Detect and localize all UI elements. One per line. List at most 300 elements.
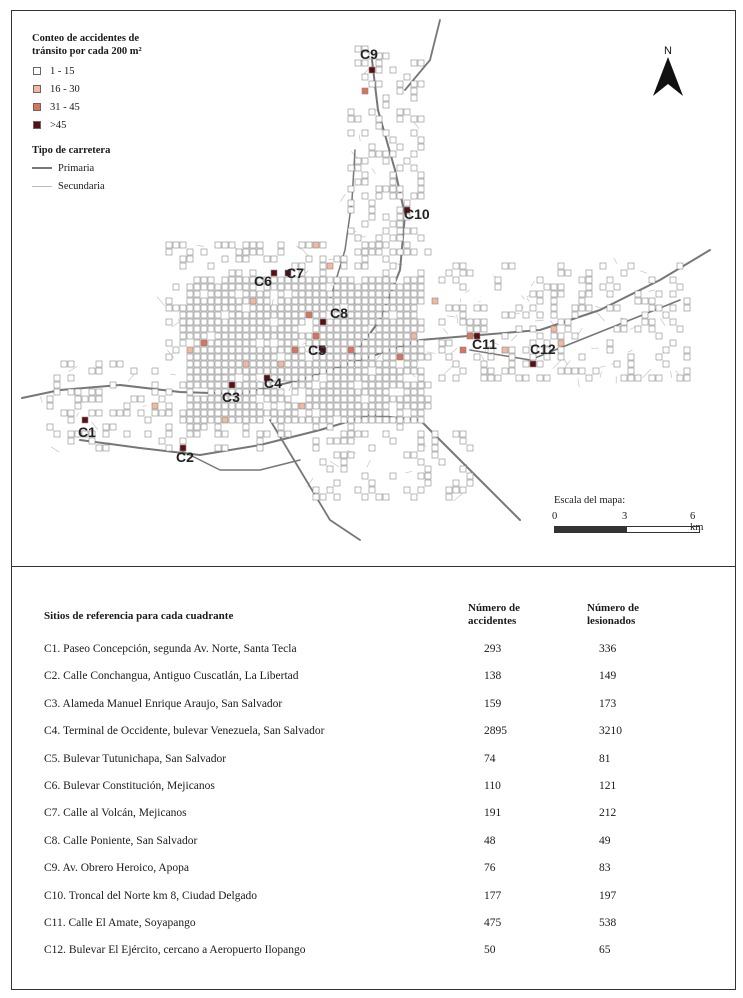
grid-cell (684, 305, 690, 311)
grid-cell (334, 403, 340, 409)
grid-cell (201, 249, 207, 255)
grid-cell (355, 417, 361, 423)
grid-cell (390, 326, 396, 332)
grid-cell (320, 263, 326, 269)
grid-cell (320, 312, 326, 318)
grid-cell (306, 403, 312, 409)
grid-cell (453, 375, 459, 381)
grid-cell (68, 438, 74, 444)
grid-cell (565, 326, 571, 332)
col-accidents-header (468, 602, 520, 628)
grid-cell (187, 347, 193, 353)
grid-cell (376, 291, 382, 297)
grid-cell (257, 354, 263, 360)
grid-cell (334, 347, 340, 353)
grid-cell (376, 333, 382, 339)
grid-cell (341, 298, 347, 304)
grid-cell (649, 298, 655, 304)
grid-cell (299, 305, 305, 311)
grid-cell (47, 424, 53, 430)
grid-cell (425, 473, 431, 479)
grid-cell (488, 368, 494, 374)
grid-cell (166, 424, 172, 430)
grid-cell (369, 151, 375, 157)
grid-cell (229, 368, 235, 374)
grid-cell (201, 312, 207, 318)
grid-cell (54, 431, 60, 437)
site-name: C2. Calle Conchangua, Antiguo Cuscatlán, La Libertad (44, 670, 299, 683)
grid-cell (425, 480, 431, 486)
grid-cell (299, 242, 305, 248)
grid-cell (180, 256, 186, 262)
grid-cell (278, 396, 284, 402)
grid-cell (390, 298, 396, 304)
grid-cell (390, 263, 396, 269)
grid-cell (180, 242, 186, 248)
grid-cell (313, 277, 319, 283)
grid-cell (418, 298, 424, 304)
north-label: N (664, 45, 672, 57)
grid-cell (327, 340, 333, 346)
grid-cell (376, 277, 382, 283)
grid-cell (250, 396, 256, 402)
grid-cell (355, 375, 361, 381)
grid-cell (635, 291, 641, 297)
grid-cell (572, 312, 578, 318)
grid-cell (201, 396, 207, 402)
grid-cell (201, 368, 207, 374)
table-row (44, 835, 684, 851)
grid-cell (460, 347, 466, 353)
grid-cell (411, 165, 417, 171)
grid-cell (194, 298, 200, 304)
grid-cell (446, 340, 452, 346)
site-name: C3. Alameda Manuel Enrique Araujo, San Salvador (44, 697, 283, 710)
grid-cell (418, 403, 424, 409)
accident-count: 74 (484, 752, 496, 765)
grid-cell (299, 333, 305, 339)
grid-cell (334, 382, 340, 388)
grid-cell (292, 333, 298, 339)
grid-cell (243, 333, 249, 339)
grid-cell (320, 242, 326, 248)
grid-cell (348, 284, 354, 290)
grid-cell (236, 347, 242, 353)
grid-cell (369, 403, 375, 409)
grid-cell (418, 410, 424, 416)
grid-cell (558, 319, 564, 325)
grid-cell (418, 473, 424, 479)
grid-cell (131, 396, 137, 402)
grid-cell (201, 403, 207, 409)
grid-cell (383, 214, 389, 220)
grid-cell (201, 424, 207, 430)
grid-cell (285, 417, 291, 423)
grid-cell (285, 403, 291, 409)
grid-cell (152, 389, 158, 395)
grid-cell (439, 277, 445, 283)
grid-cell (222, 417, 228, 423)
grid-cell (166, 319, 172, 325)
grid-cell (376, 284, 382, 290)
site-name: C1. Paseo Concepción, segunda Av. Norte, Santa Tecla (44, 643, 297, 655)
grid-cell (362, 193, 368, 199)
grid-cell (215, 403, 221, 409)
grid-cell (467, 326, 473, 332)
grid-cell (663, 361, 669, 367)
grid-cell (565, 270, 571, 276)
grid-cell (383, 95, 389, 101)
grid-cell (390, 305, 396, 311)
grid-cell (96, 389, 102, 395)
legend-title-line1: Conteo de accidentes de (32, 33, 140, 44)
grid-cell (397, 417, 403, 423)
grid-cell (586, 284, 592, 290)
grid-cell (579, 277, 585, 283)
grid-cell (229, 375, 235, 381)
grid-cell (607, 347, 613, 353)
grid-cell (411, 60, 417, 66)
grid-cell (397, 382, 403, 388)
grid-cell (509, 368, 515, 374)
grid-cell (243, 298, 249, 304)
injured-count: 538 (599, 917, 617, 929)
grid-cell (390, 291, 396, 297)
grid-cell (418, 382, 424, 388)
grid-cell (243, 312, 249, 318)
grid-cell (320, 494, 326, 500)
secondary-road (451, 348, 457, 353)
grid-cell (47, 403, 53, 409)
grid-cell (348, 452, 354, 458)
grid-cell (257, 347, 263, 353)
grid-cell (243, 417, 249, 423)
grid-cell (341, 438, 347, 444)
grid-cell (292, 284, 298, 290)
grid-cell (194, 319, 200, 325)
grid-cell (138, 396, 144, 402)
grid-cell (446, 354, 452, 360)
grid-cell (243, 389, 249, 395)
legend-class-1 (32, 62, 182, 80)
grid-cell (390, 193, 396, 199)
grid-cell (264, 291, 270, 297)
table-row (44, 670, 684, 686)
grid-cell (271, 333, 277, 339)
grid-cell (404, 487, 410, 493)
secondary-road (600, 372, 601, 377)
grid-cell (341, 361, 347, 367)
accident-count: 159 (484, 697, 502, 710)
grid-cell (222, 382, 228, 388)
grid-cell (187, 396, 193, 402)
grid-cell (243, 424, 249, 430)
grid-cell (222, 354, 228, 360)
grid-cell (369, 207, 375, 213)
grid-cell (425, 382, 431, 388)
grid-cell (334, 494, 340, 500)
secondary-road (535, 320, 543, 321)
grid-cell (453, 263, 459, 269)
grid-cell (628, 354, 634, 360)
grid-cell (656, 375, 662, 381)
legend-class-3 (32, 98, 182, 116)
grid-cell (362, 88, 368, 94)
grid-cell (82, 417, 88, 423)
grid-cell (418, 144, 424, 150)
grid-cell (306, 298, 312, 304)
grid-cell (355, 305, 361, 311)
grid-cell (320, 305, 326, 311)
grid-cell (383, 431, 389, 437)
grid-cell (355, 396, 361, 402)
grid-cell (362, 410, 368, 416)
grid-cell (376, 151, 382, 157)
grid-cell (215, 382, 221, 388)
grid-cell (222, 431, 228, 437)
grid-cell (271, 410, 277, 416)
grid-cell (341, 375, 347, 381)
grid-cell (418, 172, 424, 178)
grid-cell (656, 333, 662, 339)
grid-cell (355, 333, 361, 339)
grid-cell (397, 81, 403, 87)
grid-cell (334, 256, 340, 262)
grid-cell (418, 487, 424, 493)
grid-cell (404, 452, 410, 458)
grid-cell (418, 60, 424, 66)
grid-cell (313, 368, 319, 374)
grid-cell (222, 445, 228, 451)
grid-cell (348, 305, 354, 311)
grid-cell (341, 277, 347, 283)
grid-cell (334, 340, 340, 346)
secondary-road (40, 397, 42, 403)
grid-cell (110, 361, 116, 367)
accident-count: 2895 (484, 725, 507, 738)
grid-cell (355, 431, 361, 437)
grid-cell (397, 235, 403, 241)
grid-cell (341, 368, 347, 374)
grid-cell (313, 494, 319, 500)
grid-cell (404, 74, 410, 80)
scale-ticks (552, 511, 704, 533)
grid-cell (397, 207, 403, 213)
grid-cell (341, 396, 347, 402)
secondary-road (522, 295, 525, 299)
grid-cell (362, 340, 368, 346)
scale-title: Escala del mapa: (554, 495, 626, 506)
grid-cell (418, 417, 424, 423)
grid-cell (166, 431, 172, 437)
grid-cell (607, 305, 613, 311)
grid-cell (236, 354, 242, 360)
grid-cell (551, 298, 557, 304)
scale-bar (554, 526, 700, 533)
quadrant-label-c4: C4 (264, 375, 282, 391)
grid-cell (215, 424, 221, 430)
grid-cell (411, 382, 417, 388)
grid-cell (418, 193, 424, 199)
grid-cell (327, 347, 333, 353)
grid-cell (313, 319, 319, 325)
grid-cell (390, 347, 396, 353)
grid-cell (208, 389, 214, 395)
grid-cell (397, 109, 403, 115)
grid-cell (411, 130, 417, 136)
grid-cell (523, 347, 529, 353)
grid-cell (222, 375, 228, 381)
grid-cell (537, 298, 543, 304)
grid-cell (327, 466, 333, 472)
grid-cell (180, 340, 186, 346)
grid-cell (376, 382, 382, 388)
grid-cell (404, 249, 410, 255)
grid-cell (299, 347, 305, 353)
grid-cell (201, 277, 207, 283)
grid-cell (327, 396, 333, 402)
grid-cell (306, 361, 312, 367)
grid-cell (383, 340, 389, 346)
grid-cell (222, 284, 228, 290)
grid-cell (222, 347, 228, 353)
grid-cell (376, 403, 382, 409)
grid-cell (460, 466, 466, 472)
grid-cell (376, 396, 382, 402)
grid-cell (299, 375, 305, 381)
grid-cell (306, 284, 312, 290)
grid-cell (215, 305, 221, 311)
grid-cell (327, 403, 333, 409)
grid-cell (334, 480, 340, 486)
grid-cell (264, 319, 270, 325)
grid-cell (579, 305, 585, 311)
grid-cell (418, 186, 424, 192)
site-name: C4. Terminal de Occidente, bulevar Venezuela, San Salvador (44, 725, 325, 738)
grid-cell (341, 382, 347, 388)
grid-cell (656, 291, 662, 297)
grid-cell (348, 109, 354, 115)
grid-cell (586, 270, 592, 276)
grid-cell (327, 298, 333, 304)
grid-cell (320, 298, 326, 304)
grid-cell (369, 305, 375, 311)
grid-cell (586, 291, 592, 297)
grid-cell (201, 354, 207, 360)
grid-cell (369, 445, 375, 451)
grid-cell (670, 340, 676, 346)
grid-cell (355, 410, 361, 416)
accident-count: 293 (484, 643, 502, 655)
grid-cell (103, 445, 109, 451)
grid-cell (334, 438, 340, 444)
grid-cell (383, 326, 389, 332)
grid-cell (306, 396, 312, 402)
grid-cell (250, 333, 256, 339)
grid-cell (530, 291, 536, 297)
grid-cell (320, 459, 326, 465)
grid-cell (236, 312, 242, 318)
grid-cell (411, 95, 417, 101)
grid-cell (320, 382, 326, 388)
grid-cell (390, 361, 396, 367)
grid-cell (215, 242, 221, 248)
grid-cell (306, 312, 312, 318)
grid-cell (215, 333, 221, 339)
grid-cell (222, 368, 228, 374)
grid-cell (397, 298, 403, 304)
grid-cell (439, 347, 445, 353)
grid-cell (418, 319, 424, 325)
grid-cell (642, 312, 648, 318)
grid-cell (635, 326, 641, 332)
grid-cell (278, 298, 284, 304)
quadrant-label-c1: C1 (78, 424, 96, 440)
grid-cell (362, 312, 368, 318)
grid-cell (348, 361, 354, 367)
grid-cell (229, 326, 235, 332)
grid-cell (390, 382, 396, 388)
grid-cell (460, 438, 466, 444)
grid-cell (257, 361, 263, 367)
grid-cell (306, 256, 312, 262)
grid-cell (285, 305, 291, 311)
grid-cell (166, 410, 172, 416)
grid-cell (257, 368, 263, 374)
grid-cell (208, 368, 214, 374)
injured-count: 65 (599, 944, 611, 957)
legend-line-primary (32, 167, 52, 169)
grid-cell (348, 228, 354, 234)
legend-class-label: 31 - 45 (50, 101, 80, 113)
grid-cell (75, 389, 81, 395)
grid-cell (285, 340, 291, 346)
grid-cell (397, 347, 403, 353)
injured-count: 212 (599, 807, 617, 820)
grid-cell (418, 340, 424, 346)
grid-cell (278, 340, 284, 346)
grid-cell (327, 424, 333, 430)
grid-cell (313, 403, 319, 409)
grid-cell (369, 487, 375, 493)
north-arrow-shape (653, 57, 683, 96)
grid-cell (397, 424, 403, 430)
grid-cell (397, 319, 403, 325)
site-name: C8. Calle Poniente, San Salvador (44, 834, 198, 847)
grid-cell (306, 382, 312, 388)
grid-cell (334, 277, 340, 283)
grid-cell (110, 410, 116, 416)
grid-cell (194, 368, 200, 374)
secondary-road (157, 297, 164, 306)
grid-cell (446, 494, 452, 500)
grid-cell (418, 354, 424, 360)
grid-cell (411, 249, 417, 255)
grid-cell (145, 417, 151, 423)
grid-cell (89, 410, 95, 416)
grid-cell (418, 347, 424, 353)
grid-cell (208, 340, 214, 346)
grid-cell (229, 382, 235, 388)
grid-cell (369, 410, 375, 416)
grid-cell (208, 403, 214, 409)
grid-cell (334, 291, 340, 297)
grid-cell (166, 403, 172, 409)
grid-cell (383, 151, 389, 157)
grid-cell (327, 263, 333, 269)
grid-cell (187, 333, 193, 339)
grid-cell (411, 277, 417, 283)
